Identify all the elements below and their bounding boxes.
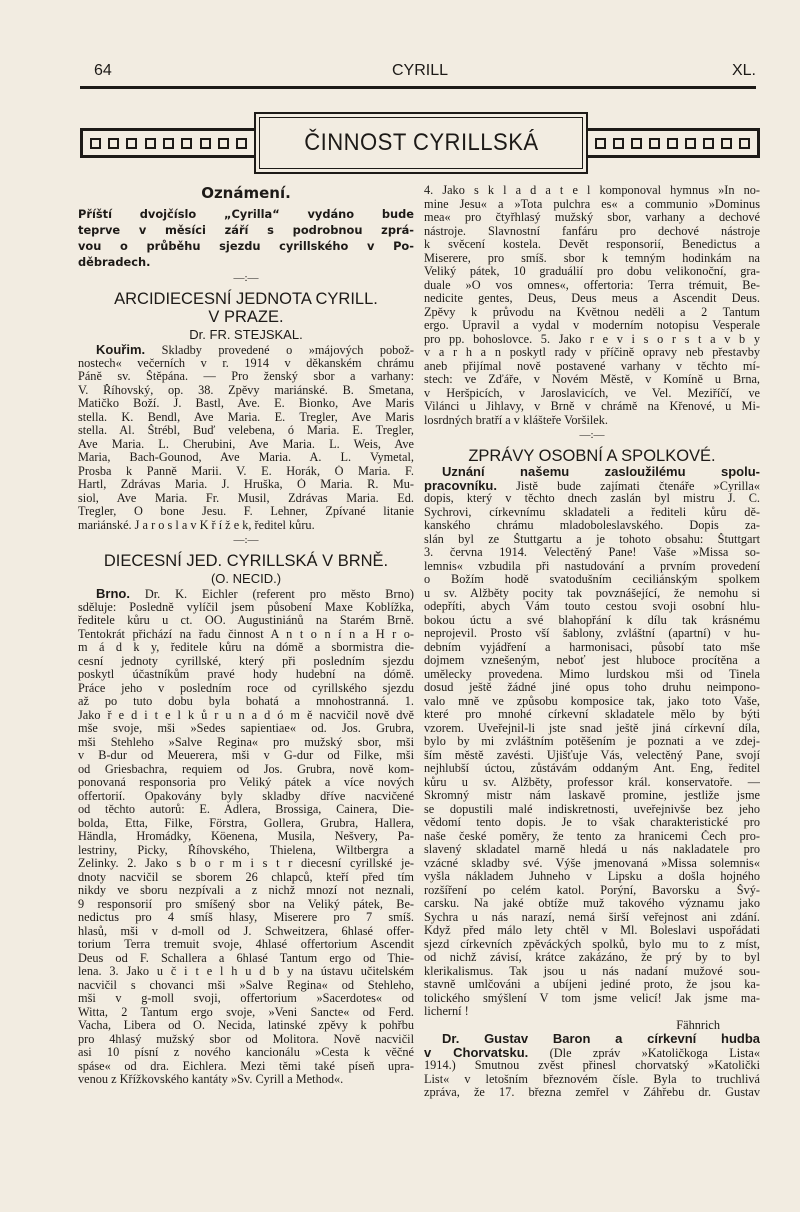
ornament-strip-left (80, 128, 254, 158)
text-line (424, 884, 760, 898)
line-text: ergo. Upravil a vydal v moderním notopisu Vesperale (424, 319, 760, 332)
line-text: stella. K. Bendl, Ave Maria. E. Tregler, Ave Maris (78, 410, 414, 424)
page-number: 64 (94, 62, 112, 79)
section-heading: DIECESNÍ JED. CYRILLSKÁ V BRNĚ. (103, 552, 389, 570)
line-text: pro pp. bohoslovce. 5. Jako r e v i s o r s t a v b y (424, 332, 760, 346)
line-text: klerikalismus. Tak jsou u nás nadaní mužové sou- (424, 964, 760, 978)
line-text: asi 10 písní z nového kancionálu »Cesta k věčné (78, 1046, 414, 1059)
line-text: kůru u sv. Alžběty, professor král. konservatoře. — (424, 775, 760, 789)
line-text: Když před málo lety chtěl v Ml. Boleslavi uspořádati (424, 924, 760, 937)
line-text: vzorem. Uveřejnil-li jste snad ještě jiná církevní díla, (424, 721, 760, 735)
banner-title-box (254, 112, 588, 174)
line-text: bylo by mi zvláštním potěšením je poznati a ve zdej- (424, 735, 760, 748)
ornament-square (685, 138, 696, 149)
text-line (424, 951, 760, 965)
line-text: nacvičil s chovanci mši »Salve Regina« od Stehleho, (78, 978, 414, 992)
text-line (424, 749, 760, 763)
line-text: vyšla nákladem Juhneho v Lipsku a došla hojného (424, 870, 760, 883)
volume-number: XL. (731, 62, 756, 79)
line-text: o Božím hodě svatodušním ceciliánským spolkem (424, 573, 760, 586)
text-line (424, 400, 760, 414)
section-separator: —:— (579, 429, 605, 441)
text-line (78, 884, 414, 898)
text-line (424, 762, 760, 776)
text-line (424, 789, 760, 803)
right-column (424, 184, 760, 1100)
text-line (424, 360, 760, 374)
text-line (424, 211, 760, 225)
paragraph (424, 465, 760, 1019)
line-text: sděluje: Posledně vylíčil jsem působení Maxe Koblížka, (78, 600, 414, 614)
line-text: dojmem vznešeným, neboť jest hluboce procítěna a (424, 654, 760, 667)
text-line (78, 370, 414, 384)
line-text: V. Říhovský, op. 38. Zpěvy mariánské. B. Smetana, (78, 383, 414, 397)
line-text: rozšíření po celém katol. Porýní, Bavorsku a Švý- (424, 883, 760, 897)
text-line (424, 843, 760, 857)
section-banner (80, 112, 760, 174)
text-line (424, 1086, 760, 1100)
line-text: Vacha, Libera od O. Necida, latinské zpěvy k pohřbu (78, 1019, 414, 1032)
text-line (424, 668, 760, 682)
text-line (424, 560, 760, 574)
text-line (78, 357, 414, 371)
text-line (424, 479, 760, 493)
line-text: poskytl účastníkům pravé hody hudební na dómě. (78, 668, 414, 681)
text-line (78, 384, 414, 398)
text-line (78, 411, 414, 425)
text-line (78, 952, 414, 966)
text-line (78, 749, 414, 763)
text-line (424, 1046, 760, 1060)
line-text: carsku. Na jaké obtíže muž takového významu jako (424, 897, 760, 910)
line-text: losrdných bratří a v klášteře Voršilek. (424, 413, 608, 427)
line-text: lestriny, Picky, Říhovského, Thielena, Wiltbergra a (78, 843, 414, 857)
text-line (424, 319, 760, 333)
text-line (78, 871, 414, 885)
line-text: cesní jednoty cyrillské, který při posledním sjezdu (78, 654, 414, 668)
line-text: bokou úctu a své blahopřání k dílu tak krásnému (424, 613, 760, 627)
text-line (78, 451, 414, 465)
section-heading: V PRAZE. (208, 308, 284, 326)
line-text: Vilánci u Jihlavy, v Brně v chrámě na Křenové, u Mi- (424, 400, 760, 413)
text-line (78, 938, 414, 952)
ornament-square (108, 138, 119, 149)
line-text: 9 responsorií pro smíšený sbor na Veliký pátek, Be- (78, 897, 414, 911)
text-line (78, 790, 414, 804)
text-line (78, 979, 414, 993)
line-text: mši v g-moll svoji, offertorium »Sacerdotes« od (78, 992, 414, 1005)
lead-heading: Brno. (96, 587, 130, 601)
line-text: m á d k y, ředitele kůru na dómě a sbormistra die- (78, 641, 414, 654)
text-line (78, 1006, 414, 1020)
line-text: Matičko Boží. J. Bastl, Ave. E. Bionko, Ave Maris (78, 397, 414, 410)
line-text: Tregler, O bone Jesu. F. Lehner, Zpívané litanie (78, 505, 414, 518)
text-line (424, 641, 760, 655)
text-line (78, 925, 414, 939)
section-separator: —:— (233, 272, 259, 284)
line-text: které pro mnohé církevní skladatele mělo by býti (424, 708, 760, 721)
line-text: stavně umlčováni a ubíjeni jediné proto, že jsou ka- (424, 978, 760, 991)
line-text: dopis, který v těchto dnech zaslán byl mistru J. C. (424, 492, 760, 505)
line-text: umělecky provedena. Mimo lurdskou mši od Tinela (424, 667, 760, 681)
paragraph (78, 587, 414, 1087)
line-text: ředitele kůru u ct. OO. Augustiniánů na Starém Brně. (78, 614, 414, 627)
paragraph (424, 1032, 760, 1100)
ornament-square (163, 138, 174, 149)
line-text: aneb přijímal nově postavené varhany v těchto mí- (424, 359, 760, 373)
line-text: stella. Al. Štrébl, Buď velebena, ó Maria. E. Tregler, (78, 424, 414, 437)
line-text: ším městě zavésti. Ujišťuje Vás, velectěný Pane, svojí (424, 748, 760, 762)
text-line (424, 414, 760, 428)
line-text: nejhlubší úctou, zůstávám oddaným Ant. Eng, ředitel (424, 762, 760, 775)
line-text: 4. Jako s k l a d a t e l komponoval hymnus »In no- (424, 184, 760, 197)
text-line (424, 965, 760, 979)
line-text: spáse« od dra. Eichlera. Mezi těmi také píseň upra- (78, 1059, 414, 1073)
line-text: Práce jeho v posledním roce od cyrillského sjezdu (78, 681, 414, 695)
line-text: mea« pro čtyřhlasý mužský sbor, varhany a dechové (424, 211, 760, 224)
ornament-square (236, 138, 247, 149)
line-text: zpráva, že 17. března zemřel v Záhřebu dr. Gustav (424, 1086, 760, 1099)
ornament-square (631, 138, 642, 149)
line-text: od Griesbachra, requiem od Jos. Grubra, nově kom- (78, 762, 414, 776)
text-line (78, 668, 414, 682)
text-line (78, 763, 414, 777)
section-author: (O. NECID.) (210, 571, 282, 586)
line-text: vzácné skladby své. Výše jmenovaná »Missa solemnis« (424, 856, 760, 870)
line-text: bolda, Etta, Filke, Förstra, Gollera, Grubra, Hallera, (78, 816, 414, 830)
text-line (424, 492, 760, 506)
line-text: u sv. Alžběty pocity tak povznášející, že nemohu si (424, 586, 760, 600)
line-text: sjezd církevních zpěváckých spolků, bylo mu to z míst, (424, 937, 760, 951)
line-text: teprve v měsíci září s podrobnou zprá- (78, 223, 414, 237)
line-text: Tentokrát přichází na řadu činnost A n t o n í n a H r o- (78, 627, 414, 641)
text-line (424, 465, 760, 479)
line-text: Páně sv. Štěpána. — Pro ženský sbor a varhany: (78, 370, 414, 383)
text-line (78, 776, 414, 790)
text-line (424, 1032, 760, 1046)
text-line (424, 573, 760, 587)
text-line (78, 254, 414, 270)
paragraph (78, 343, 414, 532)
text-line (78, 397, 414, 411)
lead-heading: pracovníku. (424, 478, 497, 492)
line-text: Miserere, pro smíš. sbor k temným hodinkám na (424, 251, 760, 265)
line-text: pro 4hlasý mužský sbor od Molitora. Nově nacvičil (78, 1032, 414, 1046)
text-line (424, 519, 760, 533)
line-text: ponovaná responsoria pro Veliký pátek a více nových (78, 776, 414, 789)
line-text: slavený skladatel marně hledá u nás nakladatele pro (424, 843, 760, 856)
line-text: až po tuto dobu byla bohatá a mnohostranná. 1. (78, 695, 414, 708)
signature: Fähnrich (676, 1017, 720, 1032)
line-text: Prosba k Panně Marii. V. E. Horák, Ó Maria. F. (78, 464, 414, 478)
line-text: debním vyjádření a harmonisaci, působí tato mše (424, 640, 760, 654)
section-author: Dr. FR. STEJSKAL. (189, 327, 303, 342)
text-line (424, 600, 760, 614)
text-line (424, 279, 760, 293)
text-line (78, 857, 414, 871)
text-line (424, 735, 760, 749)
line-text: tolického smýšlení V tom jsme velicí! Jak jsme ma- (424, 991, 760, 1005)
ornament-strip-right (588, 128, 760, 158)
line-text: valo mně ve způsobu komposice tak, jako toto Vaše, (424, 694, 760, 708)
text-line (78, 206, 414, 222)
notice-text (78, 206, 414, 270)
text-line (424, 292, 760, 306)
text-line (78, 911, 414, 925)
line-text: siol, Ave Maria. Fr. Musil, Zdrávas Maria. Ed. (78, 491, 414, 505)
line-text: Händla, Hromádky, Köenena, Musila, Nešvery, Pa- (78, 830, 414, 843)
line-text: Dr. K. Eichler (referent pro město Brno) (129, 587, 414, 601)
journal-title: CYRILL (392, 62, 449, 79)
line-text: v B-dur od Meuerera, mši v G-dur od Filke, mši (78, 749, 414, 762)
line-text: Sychra u nás narazí, nemá širší veřejnost ani zdání. (424, 910, 760, 924)
line-text: Zelinky. 2. Jako s b o r m i s t r diecesní cyrillské je- (78, 857, 414, 870)
text-line (424, 816, 760, 830)
line-text: Deus od F. Schallera a 6hlasé Tantum ergo od Thie- (78, 951, 414, 965)
text-line (78, 424, 414, 438)
line-text: v a r h a n poskytl rady v příčině opravy neb přestavby (424, 346, 760, 359)
text-line (78, 1060, 414, 1074)
line-text: venou z Křížkovského kantáty »Sv. Cyrill a Method«. (78, 1073, 344, 1086)
text-line (78, 614, 414, 628)
line-text: Skromný mistr nám laskavě promine, jestliže jsme (424, 789, 760, 802)
line-text: se dopustili malé indiskretnosti, uveřejnivše bez jeho (424, 802, 760, 816)
lead-heading: v Chorvatsku. (424, 1045, 529, 1059)
line-text: stech: ve Zďáře, v Novém Městě, v Komíně u Brna, (424, 373, 760, 386)
line-text: duale »O vos omnes«, offertoria: Terra trémuit, Be- (424, 278, 760, 292)
text-line (424, 708, 760, 722)
text-line (78, 709, 414, 723)
line-text: Jistě bude zajímati čtenáře »Cyrilla« (496, 478, 760, 492)
ornament-square (667, 138, 678, 149)
line-text: Maria, Bach-Gounod, Ave Maria. A. L. Vymetal, (78, 451, 414, 464)
text-line (424, 654, 760, 668)
line-text: odepříti, abych Vám touto cestou svoji osobní hlu- (424, 600, 760, 613)
line-text: Witta, 2 Tantum ergo svoje, »Veni Sancte« od Ferd. (78, 1005, 414, 1019)
text-line (78, 817, 414, 831)
line-text: Sychrovi, církevnímu skladateli a řediteli kůru dě- (424, 505, 760, 519)
text-line (424, 627, 760, 641)
text-line (78, 898, 414, 912)
text-line (78, 992, 414, 1006)
text-line (78, 238, 414, 254)
text-line (78, 1073, 414, 1087)
section-title: ČINNOST CYRILLSKÁ (303, 129, 539, 156)
text-line (424, 681, 760, 695)
line-text: nástroje. Slavnostní fanfáru pro dechové nástroje (424, 224, 760, 238)
text-line (424, 978, 760, 992)
line-text: (Dle zpráv »Katoličkoga Lista« (528, 1045, 760, 1059)
line-text: od těchto autorů: E. Adlera, Brossiga, Cainera, Die- (78, 803, 414, 816)
left-column (78, 184, 414, 1087)
ornament-square (181, 138, 192, 149)
text-line (78, 628, 414, 642)
line-text: licherní ! (424, 1005, 469, 1018)
text-line (78, 655, 414, 669)
line-text: Zpěvy k průvodu na Květnou neděli a 2 Tantum (424, 305, 760, 319)
text-line (424, 1059, 760, 1073)
text-line (424, 924, 760, 938)
text-line (424, 1073, 760, 1087)
text-line (424, 333, 760, 347)
line-text: naše české poměry, že tento za hranicemi Čech pro- (424, 829, 760, 843)
line-text: 3. června 1914. Velectěný Pane! Vaše »Missa so- (424, 546, 760, 559)
line-text: k svěcení kostela. Devět responsorií, Benedictus a (424, 238, 760, 251)
line-text: torium Terra tremuit svoje, 4hlasé offertorium Ascendit (78, 938, 414, 951)
text-line (424, 722, 760, 736)
line-text: dosud ještě žádné jiné opus toho druhu neimpono- (424, 681, 760, 694)
ornament-square (218, 138, 229, 149)
line-text: kanského chrámu mladoboleslavského. Dopis za- (424, 519, 760, 532)
text-line (424, 198, 760, 212)
text-line (78, 1019, 414, 1033)
text-line (424, 803, 760, 817)
line-text: nikdy ve sboru nezpívali a z nichž mnozí not neznali, (78, 884, 414, 897)
line-text: 1914.) Smutnou zvěst přinesl chorvatský »Katolički (424, 1059, 760, 1072)
text-line (78, 1046, 414, 1060)
text-line (424, 776, 760, 790)
text-line (78, 844, 414, 858)
text-line (424, 587, 760, 601)
line-text: hlasů, mši v d-moll od J. Schweitzera, 6hlasé offer- (78, 924, 414, 938)
text-line (424, 992, 760, 1006)
text-line (78, 492, 414, 506)
section-heading: ZPRÁVY OSOBNÍ A SPOLKOVÉ. (468, 447, 716, 465)
text-line (424, 184, 760, 198)
line-text: vou o průběhu sjezdu cyrillského v Po- (78, 239, 414, 253)
paragraph (424, 184, 760, 427)
text-line (78, 682, 414, 696)
text-line (424, 346, 760, 360)
text-line (424, 387, 760, 401)
line-text: vědomí tento dopis. Je to však charakteristické pro (424, 816, 760, 829)
line-text: mine Jesu« a »Tota pulchra es« a communio »Dominus (424, 197, 760, 211)
line-text: List« v letošním březnovém čísle. Byla to truchlivá (424, 1072, 760, 1086)
text-line (424, 938, 760, 952)
section-heading: ARCIDIECESNÍ JEDNOTA CYRILL. (114, 290, 378, 308)
text-line (424, 238, 760, 252)
text-line (424, 614, 760, 628)
text-line (424, 265, 760, 279)
line-text: Ave Maria. L. Cherubini, Ave Maria. L. Weis, Ave (78, 437, 414, 451)
running-header (82, 62, 756, 84)
ornament-square (739, 138, 750, 149)
text-line (78, 830, 414, 844)
section-separator: —:— (233, 534, 259, 546)
text-line (424, 695, 760, 709)
line-text: lena. 3. Jako u č i t e l h u d b y na ústavu učitelském (78, 965, 414, 978)
text-line (78, 601, 414, 615)
text-line (78, 722, 414, 736)
ornament-square (703, 138, 714, 149)
text-line (78, 803, 414, 817)
line-text: Příští dvojčíslo „Cyrilla“ vydáno bude (78, 207, 414, 221)
text-line (424, 857, 760, 871)
text-line (78, 465, 414, 479)
line-text: nostech« večerních v r. 1914 v děkanském chrámu (78, 356, 414, 370)
text-line (78, 519, 414, 533)
text-line (424, 1005, 760, 1019)
line-text: slán byl ze Štuttgartu a je tohoto obsahu: Štuttgart (424, 532, 760, 546)
lead-heading: Dr. Gustav Baron a církevní hudba (442, 1032, 760, 1046)
text-line (424, 506, 760, 520)
line-text: Veliký pátek, 10 graduálií pro dobu velikonoční, gra- (424, 265, 760, 278)
text-line (78, 587, 414, 601)
header-rule (80, 86, 756, 89)
notice-heading: Oznámení. (201, 184, 291, 202)
line-text: v Heršpicích, v Jaroslavicích, ve Vel. Meziříčí, ve (424, 386, 760, 400)
line-text: lemnis« vzbudila při nastudování a prvním provedení (424, 559, 760, 573)
lead-heading: Kouřim. (96, 343, 146, 357)
text-line (424, 225, 760, 239)
text-line (78, 695, 414, 709)
line-text: Jako ř e d i t e l k ů r u n a d ó m ě nacvičil nově dvě (78, 708, 414, 722)
text-line (424, 897, 760, 911)
text-line (424, 870, 760, 884)
ornament-square (200, 138, 211, 149)
line-text: Hartl, Zdrávas Maria. J. Hruška, Ó Maria. R. Mu- (78, 478, 414, 491)
line-text: nedicite gentes, Deus, Deus meus a Ascendit Deus. (424, 292, 760, 305)
ornament-square (613, 138, 624, 149)
text-line (424, 546, 760, 560)
text-line (78, 343, 414, 357)
ornament-square (126, 138, 137, 149)
lead-heading: Uznání našemu zasloužilému spolu- (442, 465, 760, 479)
text-line (78, 478, 414, 492)
line-text: dnoty nacvičil se sborem 26 chlapců, kteří před tím (78, 870, 414, 884)
text-line (424, 830, 760, 844)
text-line (424, 373, 760, 387)
line-text: od nichž závisí, krátce zakázáno, že prý by to byl (424, 951, 760, 964)
line-text: nedictus pro 4 smíš hlasy, Miserere pro 7 smíš. (78, 911, 414, 924)
text-line (78, 1033, 414, 1047)
line-text: offertorií. Opakovány byly skladby dříve nacvičené (78, 789, 414, 803)
text-line (78, 736, 414, 750)
text-line (78, 222, 414, 238)
text-line (78, 641, 414, 655)
line-text: děbradech. (78, 255, 151, 269)
ornament-square (145, 138, 156, 149)
line-text: mše svoje, mši »Sedes sapientiae« od. Jos. Grubra, (78, 722, 414, 735)
text-line (424, 911, 760, 925)
line-text: mši Stehleho »Salve Regina« pro mužský sbor, mši (78, 735, 414, 749)
ornament-square (595, 138, 606, 149)
text-line (78, 438, 414, 452)
ornament-square (649, 138, 660, 149)
ornament-square (90, 138, 101, 149)
ornament-square (721, 138, 732, 149)
text-line (424, 252, 760, 266)
text-line (78, 505, 414, 519)
line-text: neprojevil. Prosto vší šablony, zvláštní (apartní) v hu- (424, 627, 760, 640)
line-text: Skladby provedené o »májových pobož- (145, 343, 414, 357)
text-line (424, 533, 760, 547)
text-line (424, 306, 760, 320)
line-text: mariánské. J a r o s l a v K ř í ž e k, ředitel kůru. (78, 518, 315, 532)
text-line (78, 965, 414, 979)
